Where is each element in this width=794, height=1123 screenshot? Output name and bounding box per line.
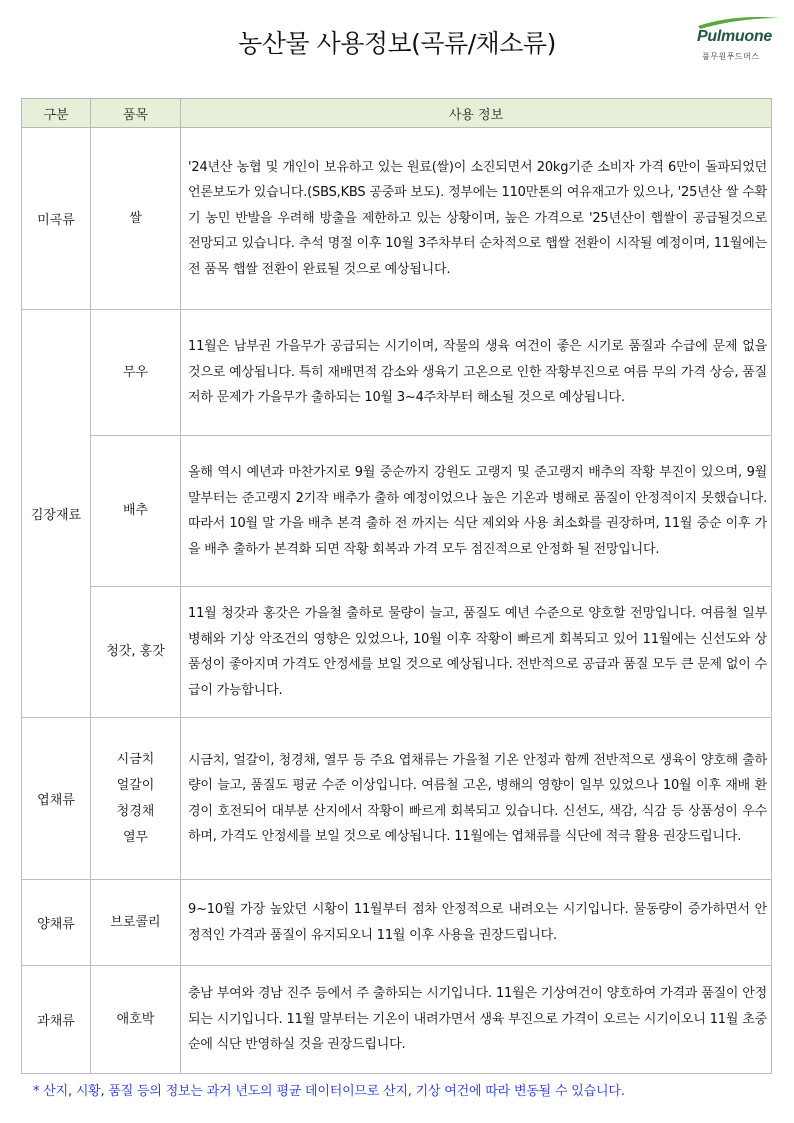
category-cell: 양채류 [22,880,91,966]
category-cell: 미곡류 [22,128,91,310]
table-row [22,436,772,587]
info-cell: '24년산 농협 및 개인이 보유하고 있는 원료(쌀)이 소진되면서 20kg기준 소비자 가격 6만이 돌파되었던 언론보도가 있습니다.(SBS,KBS 공중파 보도). 정부에는 110만톤의 여유재고가 있으나, '25년산 쌀 수확기 농민 반발을 우려해 방출을 제한하고 있는 상황이며, 높은 가격으로 '25년산이 햅쌀이 공급될것으로 전망되고 있습니다. 추석 명절 이후 10월 3주차부터 순차적으로 햅쌀 전환이 시작될 예정이며, 11월에는 전 품목 햅쌀 전환이 완료될 것으로 예상됩니다. [181,128,772,310]
item-name: 무우 [122,364,149,380]
logo-sub-text: 풀무원푸드머스 [702,52,760,61]
header-category: 구분 [22,99,91,128]
item-cell [91,436,181,587]
footnote: * 산지, 시황, 품질 등의 정보는 과거 년도의 평균 데이터이므로 산지, 기상 여건에 따라 변동될 수 있습니다. [33,1084,625,1099]
info-cell: 시금치, 얼갈이, 청경채, 열무 등 주요 엽채류는 가을철 기온 안정과 함께 전반적으로 생육이 양호해 출하량이 늘고, 품질도 평균 수준 이상입니다. 여름철 고온, 병해의 영향이 일부 있었으나 10월 이후 재배 환경이 호전되어 대부분 산지에서 작황이 빠르게 회복되고 있습니다. 신선도, 색감, 식감 등 상품성이 우수하며, 가격도 안정세를 보일 것으로 예상됩니다. 11월에는 엽채류를 식단에 적극 활용 권장드립니다. [181,718,772,880]
table-header-row [22,99,772,128]
table-row [22,587,772,718]
pulmuone-logo [694,12,782,64]
item-name: 청갓, 홍갓 [106,644,165,659]
item-name: 애호박 [116,1011,155,1027]
item-cell [91,966,181,1074]
item-cell [91,880,181,966]
info-cell: 올해 역시 예년과 마찬가지로 9월 중순까지 강원도 고랭지 및 준고랭지 배추의 작황 부진이 있으며, 9월 말부터는 준고랭지 2기작 배추가 출하 예정이었으나 높은 기온과 병해로 품질이 안정적이지 못했습니다. 따라서 10월 말 가을 배추 본격 출하 전 까지는 식단 제외와 사용 최소화를 권장하며, 11월 중순 이후 가을 배추 출하가 본격화 되면 작황 회복과 가격 모두 점진적으로 안정화 될 전망입니다. [181,436,772,587]
item-cell [91,310,181,436]
category-cell: 과채류 [22,966,91,1074]
item-name: 브로콜리 [110,914,161,930]
info-cell: 충남 부여와 경남 진주 등에서 주 출하되는 시기입니다. 11월은 기상여건이 양호하여 가격과 품질이 안정되는 시기입니다. 11월 말부터는 기온이 내려가면서 생육 부진으로 가격이 오르는 시기이오니 11월 초중순에 식단 반영하실 것을 권장드립니다. [181,966,772,1074]
usage-info-table [21,98,772,1074]
info-cell: 9~10월 가장 높았던 시황이 11월부터 점차 안정적으로 내려오는 시기입니다. 물동량이 증가하면서 안정적인 가격과 품질이 유지되오니 11월 이후 사용을 권장드립니다. [181,880,772,966]
item-name: 쌀 [129,210,142,226]
item-name: 얼갈이 [116,777,155,793]
header-item: 품목 [91,99,181,128]
logo-brand-text: Pulmuone [697,28,772,45]
table-row [22,966,772,1074]
table-row [22,128,772,310]
category-cell: 김장재료 [22,310,91,718]
table-row [22,310,772,436]
category-cell: 엽채류 [22,718,91,880]
item-cell [91,128,181,310]
item-name: 시금치 [116,751,155,767]
header-info: 사용 정보 [181,99,772,128]
page-title: 농산물 사용정보(곡류/채소류) [238,29,556,58]
item-cell [91,587,181,718]
item-name: 청경채 [116,803,155,819]
info-cell: 11월 청갓과 홍갓은 가을철 출하로 물량이 늘고, 품질도 예년 수준으로 양호할 전망입니다. 여름철 일부 병해와 기상 악조건의 영향은 있었으나, 10월 이후 작황이 빠르게 회복되고 있어 11월에는 신선도와 상품성이 좋아지며 가격도 안정세를 보일 것으로 예상됩니다. 전반적으로 공급과 품질 모두 큰 문제 없이 수급이 가능합니다. [181,587,772,718]
item-cell [91,718,181,880]
item-name: 열무 [122,829,149,845]
info-cell: 11월은 남부권 가을무가 공급되는 시기이며, 작물의 생육 여건이 좋은 시기로 품질과 수급에 문제 없을 것으로 예상됩니다. 특히 재배면적 감소와 생육기 고온으로 인한 작황부진으로 여름 무의 가격 상승, 품질저하 문제가 가을무가 출하되는 10월 3~4주차부터 해소될 것으로 예상됩니다. [181,310,772,436]
item-name: 배추 [122,503,149,518]
table-row [22,718,772,880]
table-row [22,880,772,966]
